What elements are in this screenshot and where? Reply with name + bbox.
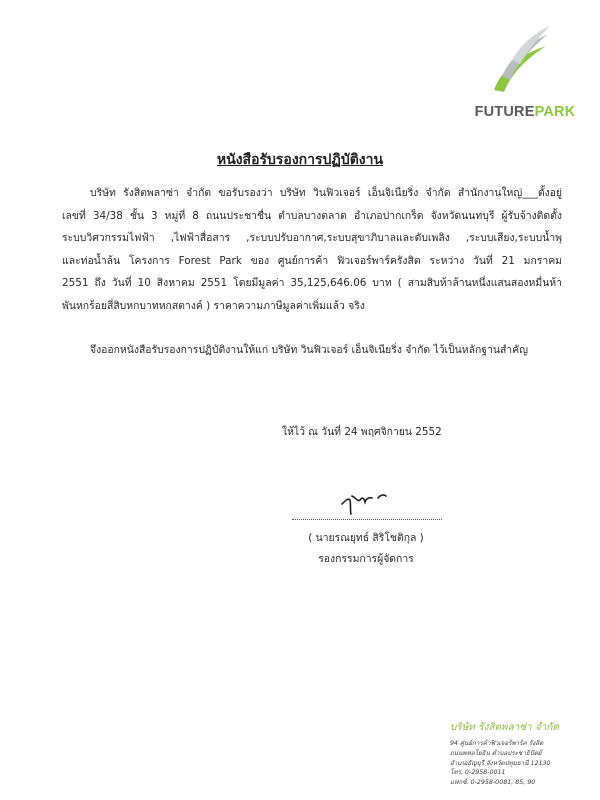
footer-company-name: บริษัท รังสิตพลาซ่า จำกัด (450, 722, 559, 733)
footer-phone: โทร. 0-2958-0011 (450, 769, 506, 777)
body-line: 2551 ถึง วันที่ 10 สิงหาคม 2551 โดยมีมูลค่า 35,125,646.06 บาท ( สามสิบห้าล้านหนึ่งแสนสองหมื่นห้า (62, 277, 562, 289)
body-line: และท่อน้ำล้น โครงการ Forest Park ของ ศูนย์การค้า ฟิวเจอร์พาร์ครังสิต ระหว่าง วันที่ 21 มกราคม (62, 254, 562, 267)
body-line: เลขที่ 34/38 ชั้น 3 หมู่ที่ 8 ถนนประชาชื่น ตำบลบางตลาด อำเภอปากเกร็ด จังหวัดนนทบุรี ผู้รับจ้างติดตั้ง (62, 209, 562, 222)
logo-word-park: PARK (534, 104, 576, 120)
logo-word-future: FUTURE (474, 104, 535, 120)
issue-date: ให้ไว้ ณ วันที่ 24 พฤศจิกายน 2552 (282, 426, 442, 438)
document-title: หนังสือรับรองการปฏิบัติงาน (216, 152, 384, 168)
footer-address-block (450, 720, 590, 788)
closing-statement: จึงออกหนังสือรับรองการปฏิบัติงานให้แก่ บริษัท วินฟิวเจอร์ เอ็นจิเนียริ่ง จำกัด ไว้เป็นหลักฐานสำคัญ (90, 344, 528, 356)
signer-name: ( นายรณยุทธ์ สิริโชติกุล ) (308, 532, 424, 544)
body-paragraph (62, 182, 562, 317)
body-line: บริษัท รังสิตพลาซ่า จำกัด ขอรับรองว่า บริษัท วินฟิวเจอร์ เอ็นจิเนียริ่ง จำกัด สำนักงานใหญ่___ตั้งอยู่ (90, 187, 562, 199)
signer-title: รองกรรมการผู้จัดการ (318, 553, 414, 565)
company-logo (470, 24, 580, 124)
swoosh-logo-icon (488, 24, 552, 96)
handwritten-signature (338, 486, 408, 516)
footer-address-line: อำเภอธัญบุรี จังหวัดปทุมธานี 12130 (450, 759, 551, 767)
footer-address-line: 94 ศูนย์การค้าฟิวเจอร์พาร์ค รังสิต (450, 740, 544, 747)
body-line: ระบบวิศวกรรมไฟฟ้า ,ไฟฟ้าสื่อสาร ,ระบบปรับอากาศ,ระบบสุขาภิบาลและดับเพลิง ,ระบบเสียง,ระบบน้ำพุ (62, 232, 562, 244)
body-line: พันหกร้อยสี่สิบหกบาทหกสตางค์ ) ราคาความภาษีมูลค่าเพิ่มแล้ว จริง (62, 299, 365, 312)
logo-wordmark (470, 104, 580, 120)
footer-address-line: ถนนพหลโยธิน ตำบลประชาธิปัตย์ (450, 749, 542, 757)
signature-line (292, 519, 442, 520)
footer-fax: แฟกซ์. 0-2958-0081, 85, 90 (450, 779, 536, 787)
